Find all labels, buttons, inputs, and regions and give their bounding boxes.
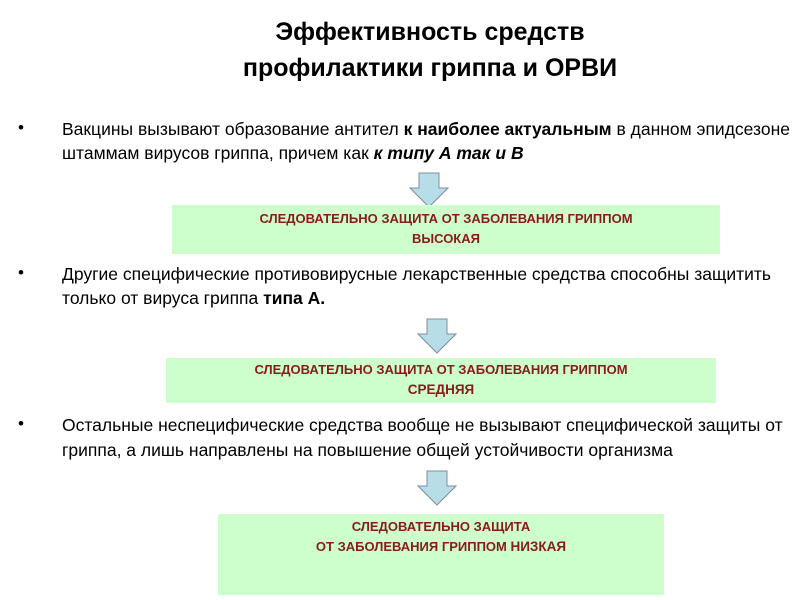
slide-title [120, 14, 740, 86]
conclusion-text: СЛЕДОВАТЕЛЬНО ЗАЩИТА [351, 519, 531, 534]
conclusion-text-line2 [218, 537, 664, 557]
bullet-marker: • [18, 118, 24, 137]
down-arrow-icon [409, 172, 449, 208]
bullet-text-vaccines [62, 117, 792, 165]
bullet-marker: • [18, 414, 24, 433]
down-arrow-icon [417, 470, 457, 506]
text-bold: типа А. [263, 288, 326, 308]
text-part: Вакцины вызывают образование антител [62, 119, 404, 139]
conclusion-box-high [172, 205, 720, 254]
text-part: Другие специфические противовирусные лекарственные средства способны защитить только от вируса гриппа [62, 264, 772, 308]
bullet-marker: • [18, 263, 24, 282]
conclusion-box-low [218, 514, 664, 595]
conclusion-level: ВЫСОКАЯ [412, 231, 480, 246]
conclusion-level: НИЗКАЯ [510, 539, 567, 554]
text-bold-italic: к типу А так и В [373, 143, 524, 163]
bullet-text-nonspecific [62, 413, 797, 463]
conclusion-text: СЛЕДОВАТЕЛЬНО ЗАЩИТА ОТ ЗАБОЛЕВАНИЯ ГРИППОМ [254, 362, 628, 377]
text-part: в данном эпидсезоне штаммам вирусов гриппа, причем как [62, 119, 790, 163]
text-part: Остальные неспецифические средства вообще не вызывают специфической защиты от гриппа, а лишь направлены на повышение общей устойчивости организма [62, 415, 783, 460]
conclusion-text: ОТ ЗАБОЛЕВАНИЯ ГРИППОМ [315, 539, 511, 554]
title-line-1: Эффективность средств [275, 18, 585, 46]
bullet-text-antivirals [62, 262, 782, 310]
conclusion-level: СРЕДНЯЯ [407, 382, 475, 397]
title-line-2: профилактики гриппа и ОРВИ [242, 54, 618, 82]
conclusion-text: СЛЕДОВАТЕЛЬНО ЗАЩИТА ОТ ЗАБОЛЕВАНИЯ ГРИППОМ [259, 211, 633, 226]
down-arrow-icon [417, 318, 457, 354]
conclusion-box-medium [166, 358, 716, 403]
text-bold: к наиболее актуальным [403, 119, 612, 139]
